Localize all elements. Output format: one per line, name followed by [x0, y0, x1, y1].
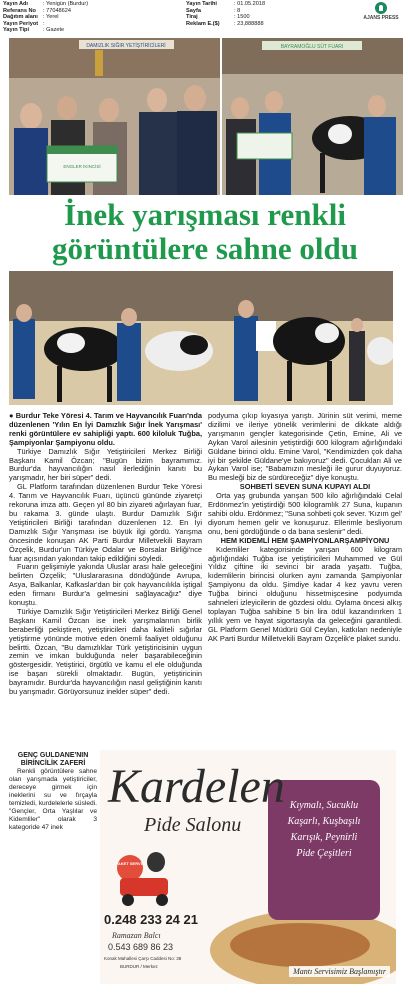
- ad-menu-list: [268, 798, 380, 862]
- award-photo-left-image: [9, 38, 220, 195]
- meta-row: Yayın Periyot :: [3, 20, 45, 27]
- ad-menu-item: Pide Çeşitleri: [296, 848, 352, 859]
- article-paragraph: Türkiye Damızlık Sığır Yetiştiricileri Merkez Birliği Başkanı Kamil Özcan; "Bugün bizim bayramımız. Burdur'da hayvancılığın nasıl ilerlediğinin kanıtı bu yarışmadır, her biri süper" dedi.: [9, 446, 202, 483]
- paket-servis-badge: PAKET SERVİS: [115, 861, 145, 866]
- ad-subtitle: Pide Salonu: [144, 814, 242, 836]
- article-paragraph: Fuarın gelişimiyle yakında Uluslar arası hale geleceğini belirten Özçelik; "Uluslararasına döndüğünde Avrupa, Asya, Balkanlar, Kafkaslar'dan bir çok hayvancılıkla iştigal eden firmanı Burdur'a gelmesini sağlayacağız" diye konuştu.: [9, 562, 202, 608]
- article-column-1-top: [9, 412, 202, 752]
- ad-brand: Kardelen: [108, 760, 285, 813]
- ad-address-line2: BURDUR / Merkez: [120, 964, 158, 969]
- meta-row: Dağıtım alanı : Yerel: [3, 14, 59, 21]
- ad-footer-note: Mantı Servisimiz Başlamıştır: [289, 966, 390, 977]
- article-column-2: [208, 412, 402, 747]
- metadata-right: [186, 1, 265, 27]
- meta-row: Tiraj : 1500: [186, 14, 250, 21]
- ad-menu-item: Karışık, Peynirli: [290, 832, 358, 843]
- meta-row: Yayın Tipi : Gazete: [3, 27, 65, 34]
- ajans-press-icon: [375, 2, 387, 14]
- subheading-tugba: HEM KIDEMLİ HEM ŞAMPİYONLARŞAMPİYONU: [220, 535, 390, 545]
- article-paragraph: Orta yaş grubunda yarışan 500 kilo ağırlığındaki Celal Erdönmez'in yetiştirdiği 500 kilogramlık 27 Suna, kupanın sahibi oldu. Erdönmez; "Suna sohbeti çok sever. 'Kızım gel' diyorum hemen gelir ve konuşuruz. Ellerimle besliyorum onu, beni gördüğünde o da bana seslenir" dedi.: [208, 491, 402, 536]
- meta-row: Yayın Tarihi : 01.05.2018: [186, 1, 266, 7]
- article-column-1-bottom: [9, 752, 97, 992]
- ad-menu-item: Kıymalı, Sucuklu: [289, 800, 359, 811]
- award-photo-right-image: [222, 38, 403, 195]
- meta-row: Sayfa : 8: [186, 7, 241, 14]
- meta-row: Reklam E.($) : 23,888888: [186, 20, 264, 27]
- metadata-left: [3, 1, 88, 34]
- photo1-sign-text: ENGLER İKINCİSİ: [63, 164, 101, 169]
- article-paragraph: GL Platform tarafından düzenlenen Burdur Teke Yöresi 4. Tarım ve Hayvancılık Fuarı, üçüncü gününde ziyaretçi rekoruna imza attı. Geçen yıl 80 bin ziyareti ağırlayan fuar, bu rakama 3. günde ulaştı. Burdur Damızlık Sığır Yetiştiricileri Birliği tarafından düzenlenen 12. En İyi Damızlık Sığır Yarışması ise büyük ilgi gördü. Yarışma öncesinde konuşan AK Parti Burdur Milletvekili Bayram Özçelik, Burdur'un Türkiye Odalar ve Borsalar Birliği'nce fuar açısından yakından takip edildiğini söyledi.: [9, 482, 202, 563]
- cow-competition-image: [9, 271, 393, 405]
- article-headline: İnek yarışması renkli görüntülere sahne oldu: [51, 197, 359, 266]
- kardelen-advertisement: [100, 750, 396, 984]
- ad-phone-mobile: 0.543 689 86 23: [108, 942, 174, 952]
- photo1-banner-text: DAMIZLIK SIĞIR YETİŞTİRİCİLERİ: [86, 43, 166, 49]
- cow-competition-photo: [9, 271, 393, 405]
- clipping-metadata: [0, 0, 410, 36]
- photo2-banner-text: BAYRAMOĞLU SÜT FUARI: [280, 44, 344, 50]
- award-photo-left: [9, 38, 220, 195]
- article-paragraph: Türkiye Damızlık Sığır Yetiştiricileri Merkez Birliği Genel Başkanı Kamil Özcan ise inek yarışmalarının birlik beraberliği pekiştiren, yetiştiricileri daha kaliteli sığırlar yetiştirme yönünde motive eden önemli faaliyet olduğunu belirtti. Özcan, "Bu damızlıklar Türk yetiştiricisinin uygun zemin ve imkan bulduğunda neler başarabileceğinin göstergesidir. Yetiştirici, örgütlü ve kamu el ele olduğunda ise başarı sürekli olmaktadır. Bugün, yetiştiricinin bayramıdır. Burdur'da hayvancılığın nasıl geliştiğinin kanıtı bu yarışmadır. Görüyorsunuz inekler süper" dedi.: [9, 606, 202, 697]
- ad-menu-item: Kaşarlı, Kuşbaşılı: [287, 816, 361, 827]
- subheading-guldane: GENÇ GÜLDANE'NİN BİRİNCİLİK ZAFERİ: [17, 752, 89, 767]
- article-paragraph: Renkli görüntülere sahne olan yarışmada yetiştiriciler, dereceye girmek için ineklerini su ve fırçayla temizledi, kurdelelerle süsledi. "Gençler, Orta Yaşlılar ve Kidemliler" olarak 3 kategoride 47 inek: [9, 768, 97, 831]
- article-lead: ● Burdur Teke Yöresi 4. Tarım ve Hayvancılık Fuarı'nda düzenlenen 'Yılın En İyi Damızlık Sığır İnek Yarışması' renki görüntülere ev sahipliği yaptı. 600 kiloluk Tuğba, Şampiyonlar Şampiyonu oldu.: [9, 412, 202, 447]
- meta-row: Referans No : 77048624: [3, 7, 71, 14]
- award-photo-right: [222, 38, 403, 195]
- article-paragraph: podyuma çıkıp kıyasıya yarıştı. Jürinin süt verimi, meme dizilimi ve ileriye yönelik verimlerini de dikkate aldığı yarışmanın gençler kategorisinde Çetin, Emine, Ali ve Aykan Varol ailesinin yetiştirdiği 600 kilogram ağırlığındaki Güldane birinci oldu. Emine Varol, "Kendimizden çok daha iyi bir şekilde Güldane'ye bakıyoruz" dedi. Çocukları Ali ve Aykan Varol ise; "Babamızın mesleği ile gurur duyuyoruz. Bu mesleği biz de sürdüreceğiz" diye konuştu.: [208, 412, 402, 483]
- subheading-suna: SOHBETİ SEVEN SUNA KUPAYI ALDI: [239, 482, 371, 492]
- meta-row: Yayın Adı : Yenigün (Burdur): [3, 1, 89, 7]
- article-paragraph: Kıdemliler kategorisinde yarışan 600 kilogram ağırlığındaki Tuğba ise yetiştiricileri Muhammed ve Gül Yıldız çiftine iki sevinci bir arada yaşattı. Tuğba, kıdemlilerin birincisi olurken aynı zamanda Şampiyonlar Şampiyonu da oldu. Şimdiye kadar 4 kez yavru veren Tuğba birinci olduğunu hissetmişcesine podyumda sahneleri izleyicilerin de gözdesi oldu. Oylama öncesi alkış toplayan Tuğba sahibine 5 bin lira ödül kazandırırken 1 yıllık yem ve hayat sigortasıyla da geleceğini garantiledi. GL Platform Genel Müdürü Gül Ceylan, katkıları nedeniyle AK Parti Burdur Milletvekili Bayram Özçelik'e plaket sundu.: [208, 544, 402, 643]
- ad-address-line1: Konak Mahallesi Çarşı Caddesi No: 38: [104, 956, 182, 961]
- ad-owner: Ramazan Balcı: [112, 931, 161, 940]
- ajans-press-logo: AJANS PRESS: [356, 2, 406, 22]
- ad-phone-landline: 0.248 233 24 21: [104, 912, 198, 927]
